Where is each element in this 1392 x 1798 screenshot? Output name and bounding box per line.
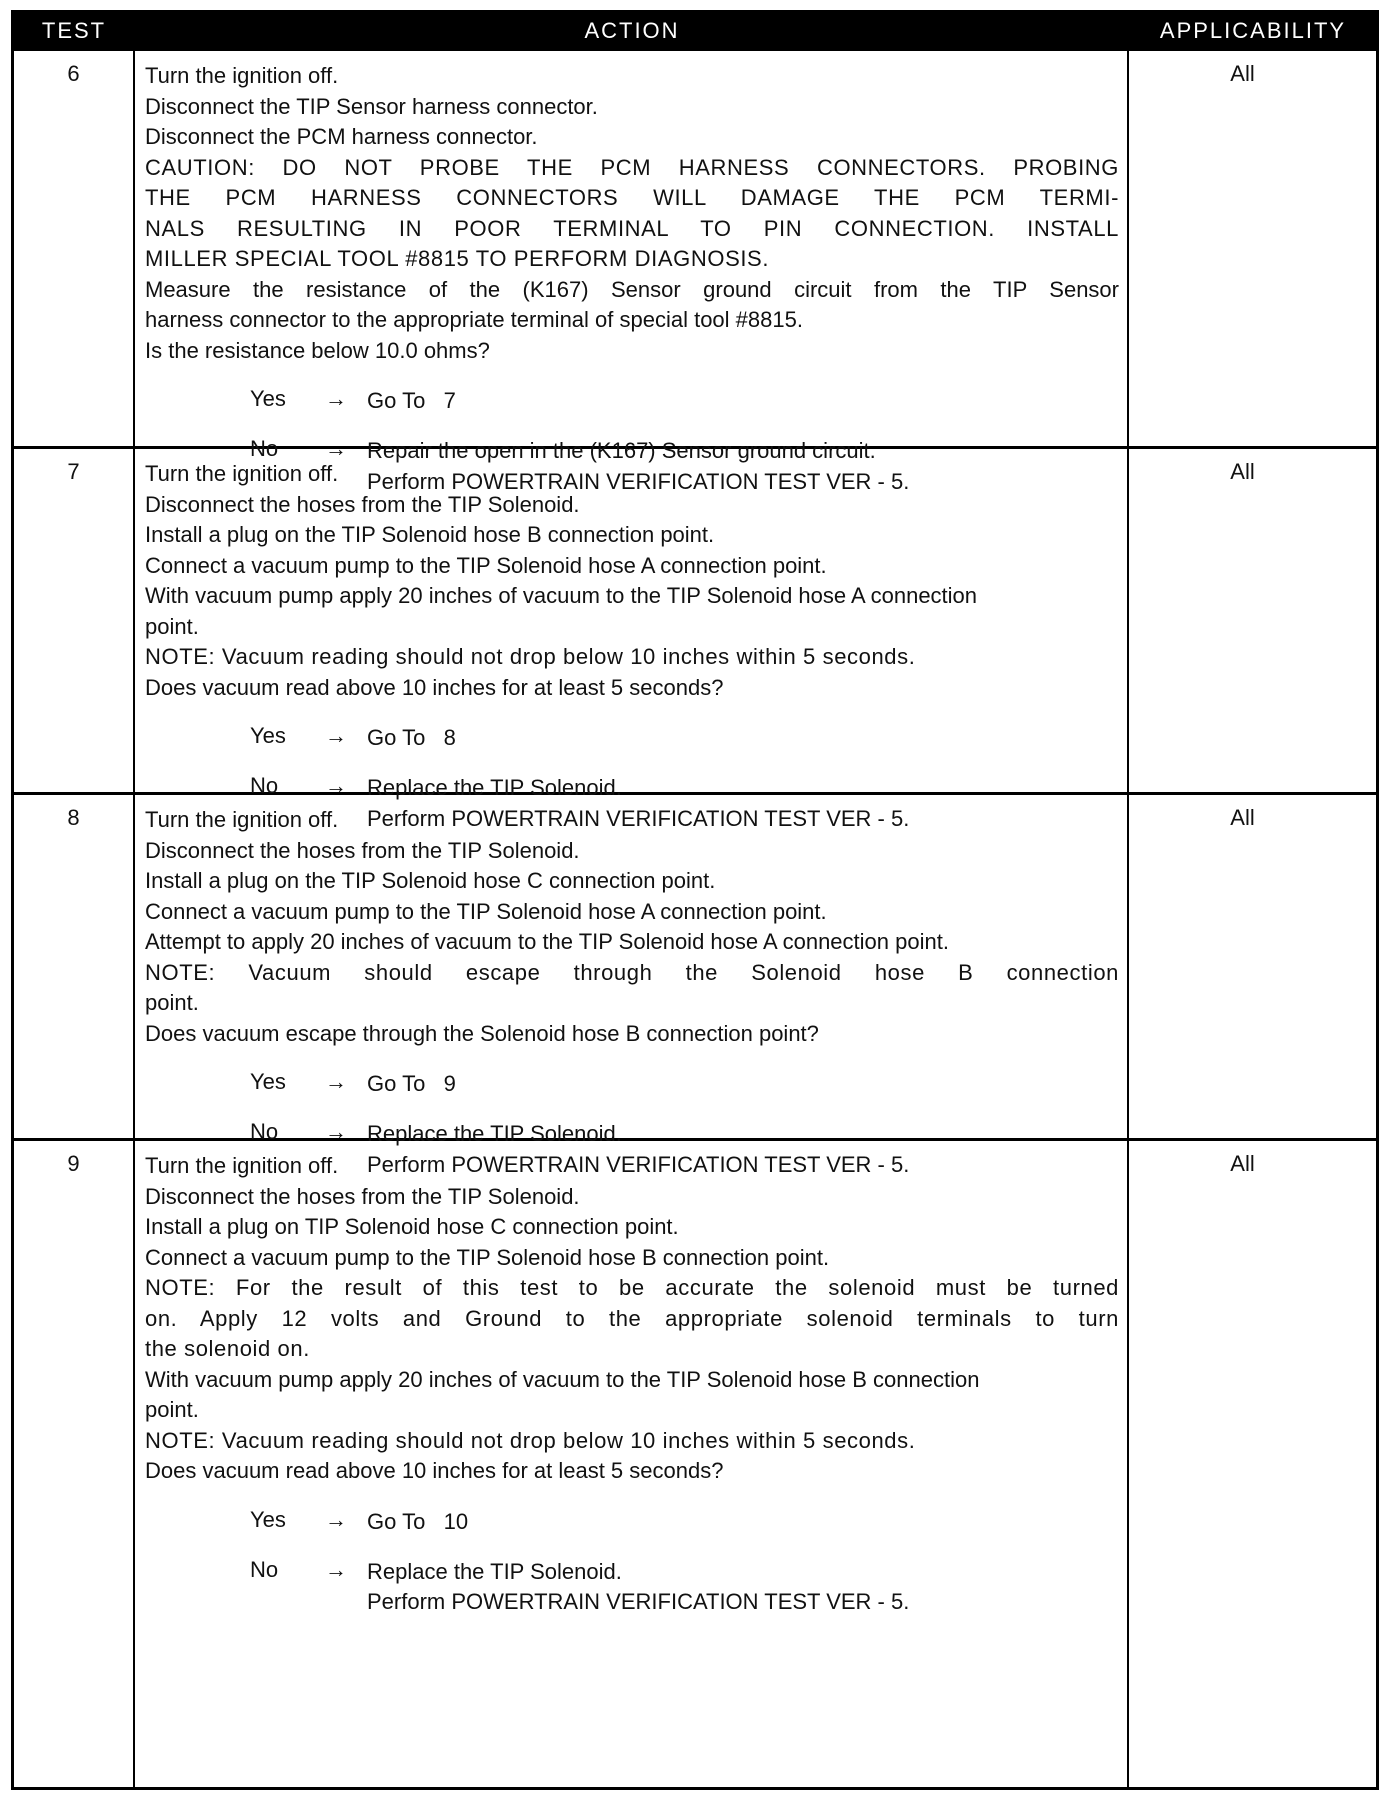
action-line: Turn the ignition off.	[145, 461, 339, 486]
yes-result	[367, 723, 456, 754]
result-line: Perform POWERTRAIN VERIFICATION TEST VER - 5.	[367, 468, 910, 494]
result-line: Perform POWERTRAIN VERIFICATION TEST VER - 5.	[367, 1151, 910, 1177]
yes-branch	[145, 723, 1119, 773]
no-branch	[145, 1556, 1119, 1614]
result-line: Go To 7	[367, 388, 456, 413]
action-line: the solenoid on.	[145, 1336, 310, 1361]
arrow-icon: →	[325, 1069, 347, 1094]
action-line: Disconnect the TIP Sensor harness connector.	[145, 93, 598, 119]
action-line: Connect a vacuum pump to the TIP Solenoid hose A connection point.	[145, 552, 827, 578]
action-line: With vacuum pump apply 20 inches of vacuum to the TIP Solenoid hose A connection	[145, 583, 978, 608]
applicability-cell: All	[1230, 459, 1255, 484]
no-label: No	[250, 1119, 279, 1144]
action-line: Turn the ignition off.	[145, 807, 339, 832]
result-line: Go To 10	[367, 1508, 469, 1534]
result-line: Replace the TIP Solenoid.	[367, 1121, 622, 1146]
arrow-icon: →	[325, 1556, 347, 1582]
action-line: point.	[145, 1397, 199, 1422]
action-line: point.	[145, 990, 199, 1015]
action-line: NOTE: For the result of this test to be accurate the solenoid must be turned	[145, 1275, 1119, 1300]
action-cell	[135, 51, 1129, 494]
table-row	[14, 795, 1376, 1177]
yes-result	[367, 386, 456, 417]
action-line: Connect a vacuum pump to the TIP Solenoid hose B connection point.	[145, 1244, 830, 1270]
action-line: Connect a vacuum pump to the TIP Solenoid hose A connection point.	[145, 898, 827, 924]
result-line: Go To 9	[367, 1071, 456, 1096]
action-cell	[135, 795, 1129, 1177]
yes-label: Yes	[250, 1069, 286, 1094]
test-number: 8	[14, 795, 135, 1138]
applicability-cell: All	[1230, 805, 1255, 830]
action-line: Disconnect the hoses from the TIP Solenoid.	[145, 491, 580, 517]
action-line: NOTE: Vacuum reading should not drop below 10 inches within 5 seconds.	[145, 1427, 916, 1453]
test-number: 7	[14, 449, 135, 792]
arrow-icon: →	[325, 773, 347, 798]
action-line: Disconnect the hoses from the TIP Solenoid.	[145, 1183, 580, 1209]
arrow-icon: →	[325, 1119, 347, 1144]
result-line: Perform POWERTRAIN VERIFICATION TEST VER - 5.	[367, 1589, 910, 1614]
arrow-icon: →	[325, 436, 347, 461]
no-label: No	[250, 436, 279, 461]
result-line: Replace the TIP Solenoid.	[367, 1558, 622, 1584]
action-line: Is the resistance below 10.0 ohms?	[145, 337, 490, 363]
diagnostic-table	[11, 10, 1379, 1790]
yes-result	[367, 1507, 468, 1538]
action-cell	[135, 1141, 1129, 1787]
header-test: TEST	[41, 18, 107, 43]
applicability-cell: All	[1230, 61, 1255, 86]
action-line: Disconnect the PCM harness connector.	[145, 124, 538, 149]
action-line: Install a plug on the TIP Solenoid hose B connection point.	[145, 522, 715, 547]
action-line: Measure the resistance of the (K167) Sensor ground circuit from the TIP Sensor	[145, 276, 1119, 302]
yes-branch	[145, 1507, 1119, 1557]
action-line: MILLER SPECIAL TOOL #8815 TO PERFORM DIAGNOSIS.	[145, 246, 770, 271]
yes-label: Yes	[250, 1506, 286, 1532]
yes-label: Yes	[250, 723, 286, 748]
no-result	[367, 1557, 909, 1618]
action-line: point.	[145, 613, 199, 639]
action-line: CAUTION: DO NOT PROBE THE PCM HARNESS CONNECTORS. PROBING	[145, 154, 1119, 180]
table-header	[14, 13, 1376, 51]
no-label: No	[250, 773, 279, 798]
action-line: on. Apply 12 volts and Ground to the appropriate solenoid terminals to turn	[145, 1305, 1119, 1331]
yes-branch	[145, 1069, 1119, 1119]
applicability-cell: All	[1230, 1151, 1255, 1176]
action-line: Does vacuum read above 10 inches for at least 5 seconds?	[145, 674, 724, 700]
action-line: Install a plug on the TIP Solenoid hose C connection point.	[145, 868, 716, 893]
test-number: 6	[14, 51, 135, 446]
no-label: No	[250, 1556, 279, 1582]
action-line: With vacuum pump apply 20 inches of vacuum to the TIP Solenoid hose B connection	[145, 1366, 980, 1392]
action-cell	[135, 449, 1129, 831]
action-line: Attempt to apply 20 inches of vacuum to the TIP Solenoid hose A connection point.	[145, 929, 949, 954]
arrow-icon: →	[325, 1506, 347, 1532]
table-row	[14, 1141, 1376, 1787]
yes-branch	[145, 386, 1119, 436]
table-row	[14, 449, 1376, 831]
action-line: Does vacuum read above 10 inches for at least 5 seconds?	[145, 1458, 724, 1483]
action-line: NOTE: Vacuum should escape through the Solenoid hose B connection	[145, 959, 1119, 985]
arrow-icon: →	[325, 723, 347, 748]
result-line: Go To 8	[367, 725, 456, 750]
yes-label: Yes	[250, 386, 286, 411]
arrow-icon: →	[325, 386, 347, 411]
action-line: NOTE: Vacuum reading should not drop below 10 inches within 5 seconds.	[145, 644, 916, 669]
result-line: Replace the TIP Solenoid.	[367, 775, 622, 800]
yes-result	[367, 1069, 456, 1100]
result-line: Repair the open in the (K167) Sensor ground circuit.	[367, 438, 876, 463]
action-line: harness connector to the appropriate terminal of special tool #8815.	[145, 307, 803, 332]
table-row	[14, 51, 1376, 494]
action-line: Does vacuum escape through the Solenoid hose B connection point?	[145, 1020, 819, 1046]
answer-block	[145, 1506, 1119, 1614]
header-applicability: APPLICABILITY	[1159, 18, 1347, 43]
action-line: NALS RESULTING IN POOR TERMINAL TO PIN CONNECTION. INSTALL	[145, 215, 1119, 241]
result-line: Perform POWERTRAIN VERIFICATION TEST VER - 5.	[367, 805, 910, 831]
test-number: 9	[14, 1141, 135, 1787]
header-action: ACTION	[584, 18, 680, 43]
action-line: Install a plug on TIP Solenoid hose C connection point.	[145, 1214, 679, 1239]
action-line: Turn the ignition off.	[145, 1153, 339, 1178]
action-line: THE PCM HARNESS CONNECTORS WILL DAMAGE THE PCM TERMI-	[145, 185, 1119, 210]
action-line: Turn the ignition off.	[145, 63, 339, 88]
action-line: Disconnect the hoses from the TIP Solenoid.	[145, 837, 580, 863]
